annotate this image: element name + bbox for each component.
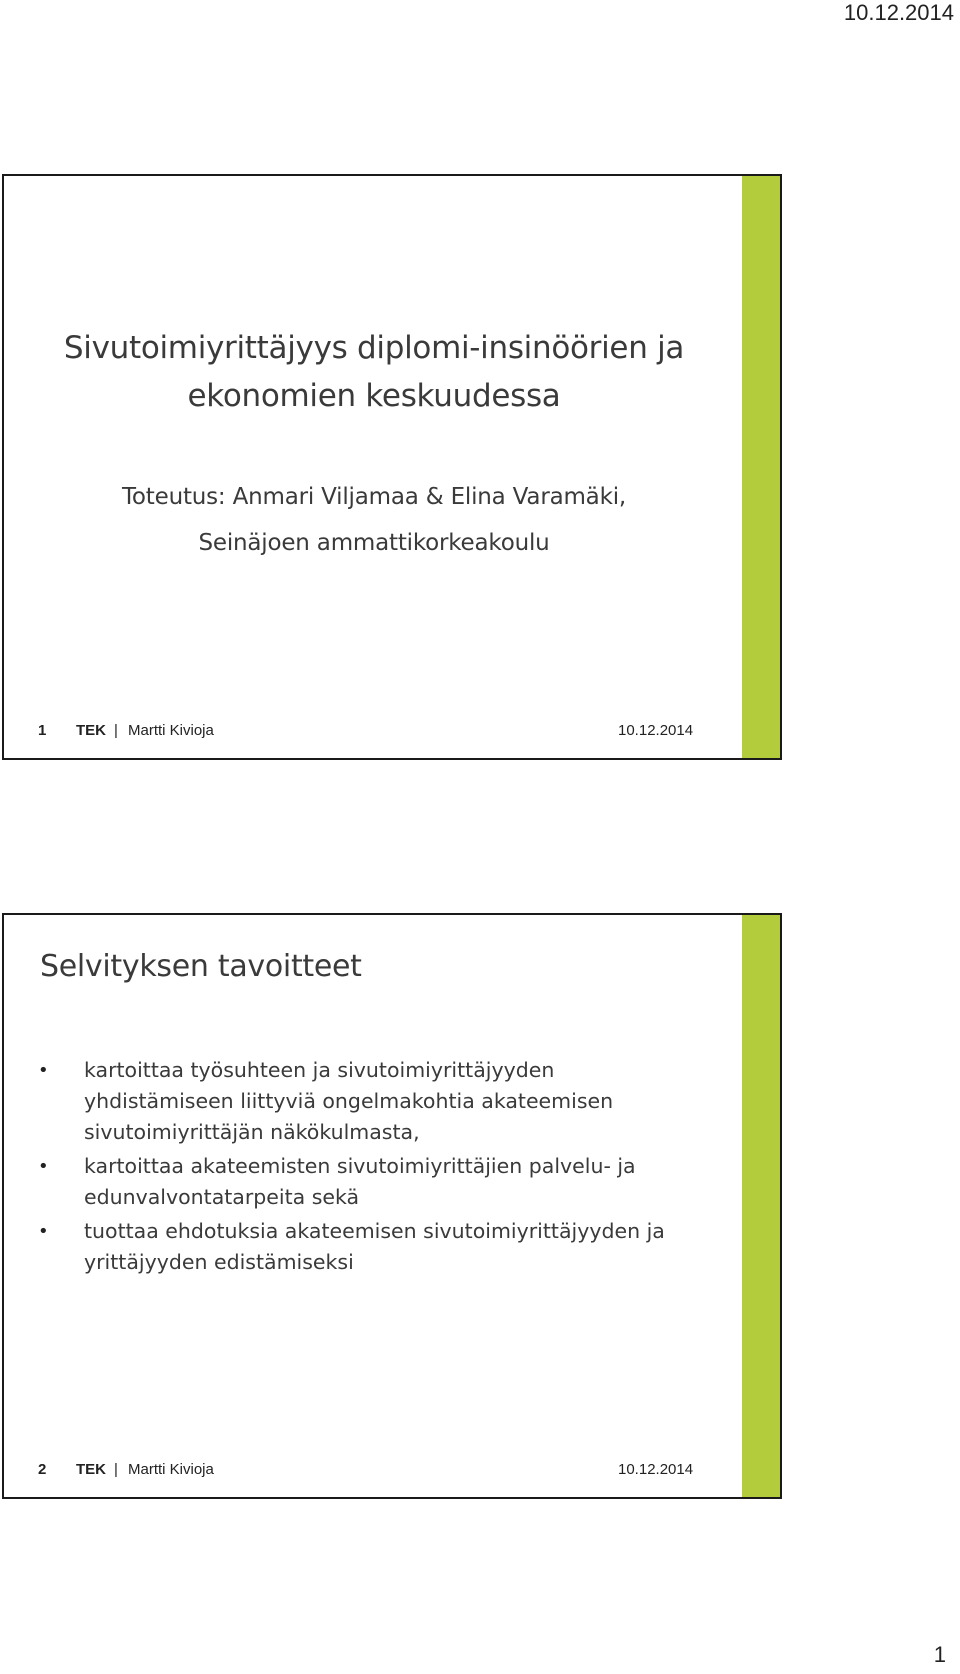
footer-author: Martti Kivioja bbox=[128, 1461, 214, 1478]
list-item bbox=[38, 1055, 698, 1148]
page-header-date: 10.12.2014 bbox=[843, 0, 954, 25]
footer-date: 10.12.2014 bbox=[618, 722, 694, 739]
slide-title: Sivutoimiyrittäjyys diplomi-insinöörien ja ekonomien keskuudessa bbox=[63, 330, 685, 414]
bullet-icon: • bbox=[38, 1221, 49, 1242]
slide-footer bbox=[4, 722, 742, 742]
page-number: 1 bbox=[933, 1642, 946, 1667]
slide-1 bbox=[2, 174, 782, 760]
slide-subtitle bbox=[24, 474, 724, 566]
list-item bbox=[38, 1216, 698, 1278]
bullet-icon: • bbox=[38, 1156, 49, 1177]
footer-date: 10.12.2014 bbox=[618, 1461, 694, 1478]
bullet-list bbox=[38, 1055, 698, 1281]
slide-2 bbox=[2, 913, 782, 1499]
footer-org: TEK bbox=[76, 722, 106, 739]
slide-accent-bar bbox=[742, 176, 780, 758]
footer-org: TEK bbox=[76, 1461, 106, 1478]
subtitle-line-1: Toteutus: Anmari Viljamaa & Elina Varamäki, bbox=[121, 484, 626, 510]
slide-title: Selvityksen tavoitteet bbox=[40, 949, 362, 984]
footer-separator: | bbox=[114, 722, 118, 739]
list-item-text: tuottaa ehdotuksia akateemisen sivutoimiyrittäjyyden ja yrittäjyyden edistämiseksi bbox=[84, 1219, 665, 1274]
list-item bbox=[38, 1151, 698, 1213]
list-item-text: kartoittaa akateemisten sivutoimiyrittäjien palvelu- ja edunvalvontatarpeita sekä bbox=[84, 1154, 636, 1209]
list-item-text: kartoittaa työsuhteen ja sivutoimiyrittäjyyden yhdistämiseen liittyviä ongelmakohtia akateemisen sivutoimiyrittäjän näkökulmasta, bbox=[84, 1058, 614, 1144]
footer-separator: | bbox=[114, 1461, 118, 1478]
footer-author: Martti Kivioja bbox=[128, 722, 214, 739]
slide-number: 2 bbox=[38, 1461, 47, 1478]
slide-footer bbox=[4, 1461, 742, 1481]
slide-number: 1 bbox=[38, 722, 47, 739]
bullet-icon: • bbox=[38, 1060, 49, 1081]
slide-accent-bar bbox=[742, 915, 780, 1497]
subtitle-line-2: Seinäjoen ammattikorkeakoulu bbox=[198, 530, 550, 556]
